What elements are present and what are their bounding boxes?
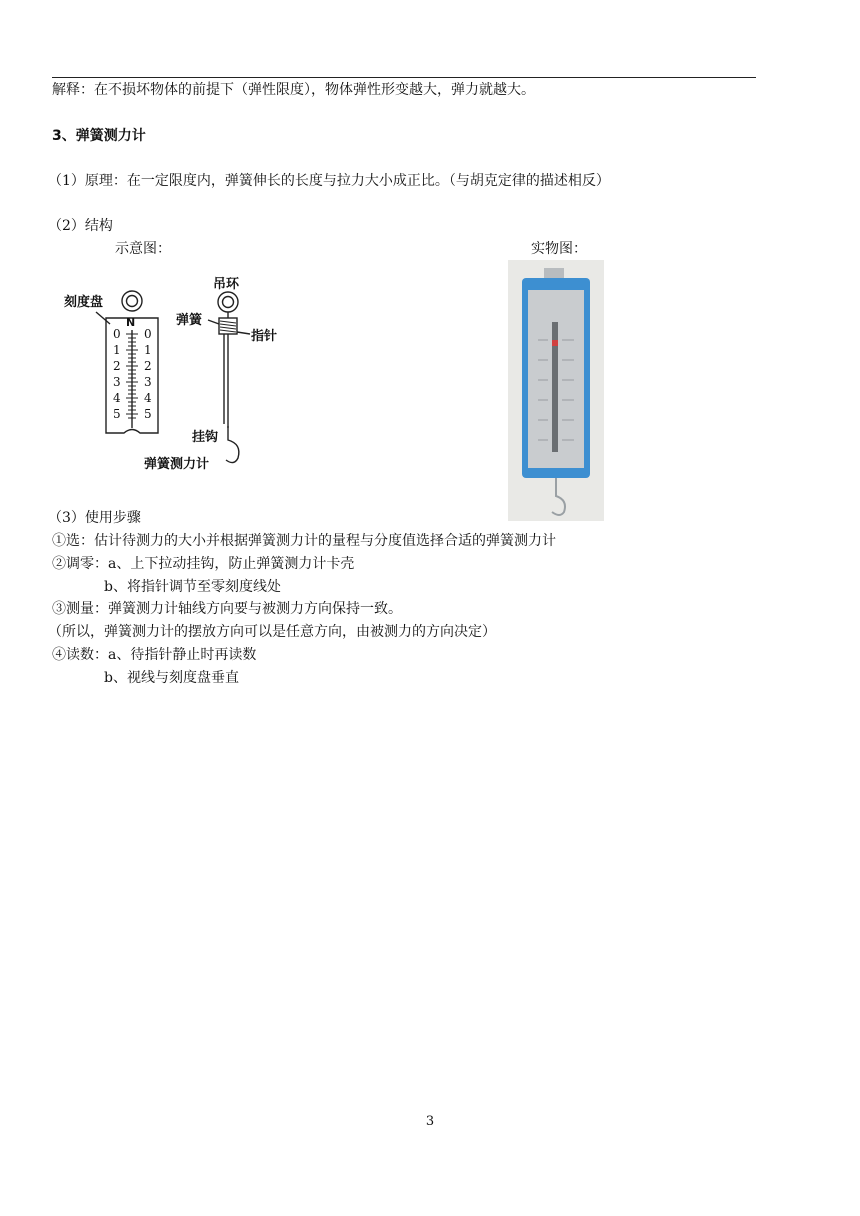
step-read-b: b、视线与刻度盘垂直 (104, 670, 239, 686)
principle-text: （1）原理：在一定限度内，弹簧伸长的长度与拉力大小成正比。（与胡克定律的描述相反） (48, 173, 610, 189)
structure-heading: （2）结构 (48, 218, 113, 234)
ring-label: 吊环 (213, 277, 240, 292)
section-title: 3、弹簧测力计 (52, 128, 146, 144)
explanation-text: 解释：在不损坏物体的前提下（弹性限度），物体弹性形变越大，弹力就越大。 (52, 82, 535, 98)
step-zero-b: b、将指针调节至零刻度线处 (104, 579, 281, 595)
photo-label: 实物图： (531, 241, 587, 257)
header-rule (52, 77, 756, 78)
spring-label: 弹簧 (176, 313, 203, 328)
scale-left-3: 3 (113, 375, 121, 389)
scale-right-2: 2 (144, 359, 152, 373)
hanging-ring-outer (122, 291, 142, 311)
scale-left-0: 0 (113, 327, 121, 341)
scale-right-1: 1 (144, 343, 152, 357)
scale-left-4: 4 (113, 391, 121, 405)
scale-left-5: 5 (113, 407, 121, 421)
step-measure-note: （所以，弹簧测力计的摆放方向可以是任意方向，由被测力的方向决定） (48, 624, 496, 640)
schematic-label: 示意图： (115, 241, 171, 257)
page-number: 3 (425, 1114, 435, 1129)
step-select: ①选：估计待测力的大小并根据弹簧测力计的量程与分度值选择合适的弹簧测力计 (52, 533, 556, 549)
scale-left-1: 1 (113, 343, 121, 357)
scale-right-0: 0 (144, 327, 152, 341)
step-zero-a: ②调零：a、上下拉动挂钩，防止弹簧测力计卡壳 (52, 556, 355, 572)
spring-scale-diagram (56, 268, 296, 478)
spring-scale-photo (508, 260, 604, 521)
steps-title: （3）使用步骤 (48, 510, 141, 526)
unit-label: N (126, 316, 136, 329)
dial-label: 刻度盘 (64, 295, 104, 310)
diagram-caption: 弹簧测力计 (144, 457, 210, 472)
hook-label: 挂钩 (192, 430, 219, 445)
step-read-a: ④读数：a、待指针静止时再读数 (52, 647, 257, 663)
scale-right-4: 4 (144, 391, 152, 405)
scale-left-2: 2 (113, 359, 121, 373)
pointer-label: 指针 (251, 329, 278, 344)
step-measure: ③测量：弹簧测力计轴线方向要与被测力方向保持一致。 (52, 601, 402, 617)
scale-right-3: 3 (144, 375, 152, 389)
scale-right-5: 5 (144, 407, 152, 421)
